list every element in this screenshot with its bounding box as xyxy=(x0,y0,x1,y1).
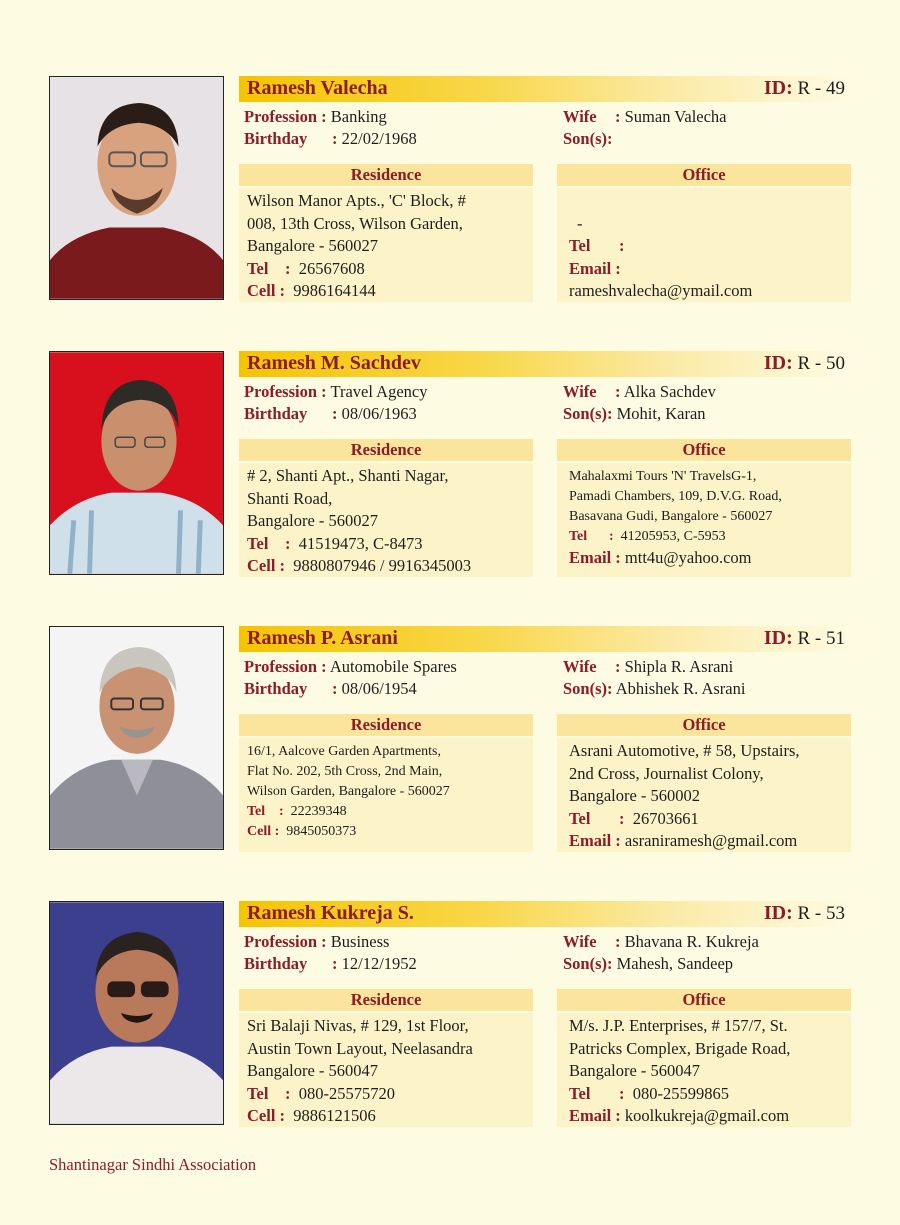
wife-value: Alka Sachdev xyxy=(623,382,716,401)
wife-row xyxy=(563,107,727,127)
office-box xyxy=(557,463,851,577)
email-label: Email : xyxy=(569,831,621,850)
residence-tel xyxy=(247,1083,525,1106)
residence-line: Shanti Road, xyxy=(247,488,333,508)
residence-header: Residence xyxy=(239,164,533,186)
member-photo xyxy=(49,901,224,1125)
residence-line: Sri Balaji Nivas, # 129, 1st Floor, xyxy=(247,1016,469,1035)
wife-sep: : xyxy=(615,657,621,676)
birthday-value: 08/06/1954 xyxy=(341,679,417,698)
office-line: Asrani Automotive, # 58, Upstairs, xyxy=(569,741,800,760)
member-id xyxy=(764,352,845,375)
id-label: ID: xyxy=(763,77,793,99)
birthday-sep: : xyxy=(332,404,338,423)
office-header: Office xyxy=(557,164,851,186)
office-header: Office xyxy=(557,714,851,736)
portrait-image xyxy=(50,627,223,849)
tel-sep: : xyxy=(619,808,625,828)
profession-value: Automobile Spares xyxy=(329,657,457,676)
office-header: Office xyxy=(557,439,851,461)
wife-sep: : xyxy=(615,382,621,401)
email-label: Email : xyxy=(569,548,621,567)
member-info xyxy=(239,626,851,854)
birthday-label: Birthday xyxy=(244,954,308,973)
sons-row xyxy=(563,679,745,699)
office-line xyxy=(569,190,843,213)
sons-row xyxy=(563,404,706,424)
profession-row xyxy=(244,932,389,952)
wife-label: Wife xyxy=(563,657,597,676)
cell-value: 9886121506 xyxy=(293,1106,376,1125)
cell-value: 9986164144 xyxy=(293,281,376,300)
email-value: asraniramesh@gmail.com xyxy=(624,831,798,850)
wife-row xyxy=(563,657,733,677)
wife-value: Shipla R. Asrani xyxy=(624,657,734,676)
tel-label: Tel xyxy=(247,258,269,278)
id-value: R - 50 xyxy=(797,353,845,374)
residence-line: Bangalore - 560027 xyxy=(247,511,379,530)
office-email xyxy=(569,1105,843,1128)
office-tel xyxy=(569,1083,843,1106)
birthday-sep: : xyxy=(332,679,338,698)
tel-sep: : xyxy=(285,1083,291,1103)
office-header: Office xyxy=(557,989,851,1011)
id-value: R - 53 xyxy=(797,903,845,924)
email-label: Email : xyxy=(569,1106,621,1125)
office-line: Bangalore - 560002 xyxy=(569,786,701,805)
birthday-row xyxy=(244,954,417,974)
tel-sep: : xyxy=(285,258,291,278)
sons-value: Abhishek R. Asrani xyxy=(615,679,746,698)
member-card xyxy=(49,626,851,854)
residence-header: Residence xyxy=(239,989,533,1011)
residence-header: Residence xyxy=(239,439,533,461)
wife-label: Wife xyxy=(563,932,597,951)
residence-cell xyxy=(247,822,525,842)
id-label: ID: xyxy=(763,627,793,649)
tel-label: Tel xyxy=(569,529,588,544)
birthday-value: 08/06/1963 xyxy=(341,404,417,423)
residence-cell xyxy=(247,555,525,578)
tel-label: Tel xyxy=(569,808,591,828)
cell-value: 9845050373 xyxy=(286,824,357,839)
tel-value: 41519473, C-8473 xyxy=(298,533,423,553)
residence-line: Flat No. 202, 5th Cross, 2nd Main, xyxy=(247,764,443,779)
profession-label: Profession : xyxy=(244,657,327,676)
office-box xyxy=(557,738,851,852)
id-label: ID: xyxy=(763,352,793,374)
office-email-line: rameshvalecha@ymail.com xyxy=(569,281,753,300)
portrait-image xyxy=(50,77,223,299)
wife-row xyxy=(563,932,759,952)
member-info xyxy=(239,351,851,579)
profession-row xyxy=(244,657,457,677)
cell-value: 9880807946 / 9916345003 xyxy=(293,556,472,575)
residence-cell xyxy=(247,280,525,303)
tel-label: Tel xyxy=(247,804,266,819)
tel-label: Tel xyxy=(569,236,591,255)
residence-tel xyxy=(247,802,525,822)
residence-line: 16/1, Aalcove Garden Apartments, xyxy=(247,744,442,759)
birthday-row xyxy=(244,129,417,149)
sons-label: Son(s): xyxy=(563,129,613,148)
office-tel xyxy=(569,527,843,547)
residence-box xyxy=(239,463,533,577)
birthday-row xyxy=(244,404,417,424)
name-bar xyxy=(239,626,851,652)
wife-value: Suman Valecha xyxy=(624,107,727,126)
residence-tel xyxy=(247,258,525,281)
profession-value: Travel Agency xyxy=(330,382,428,401)
profession-value: Business xyxy=(330,932,390,951)
cell-label: Cell : xyxy=(247,281,286,300)
tel-label: Tel xyxy=(247,533,269,553)
cell-label: Cell : xyxy=(247,824,280,839)
office-line: Pamadi Chambers, 109, D.V.G. Road, xyxy=(569,489,782,504)
profession-label: Profession : xyxy=(244,932,327,951)
profession-value: Banking xyxy=(330,107,387,126)
office-line: Mahalaxmi Tours 'N' TravelsG-1, xyxy=(569,469,757,484)
profession-row xyxy=(244,382,428,402)
residence-line: Bangalore - 560047 xyxy=(247,1061,379,1080)
residence-cell xyxy=(247,1105,525,1128)
office-line: 2nd Cross, Journalist Colony, xyxy=(569,763,764,783)
cell-label: Cell : xyxy=(247,556,286,575)
residence-line: Wilson Garden, Bangalore - 560027 xyxy=(247,784,450,799)
email-label: Email : xyxy=(569,258,621,278)
office-box xyxy=(557,1013,851,1127)
email-value: mtt4u@yahoo.com xyxy=(624,548,752,567)
member-card xyxy=(49,901,851,1129)
tel-value: 26703661 xyxy=(632,808,699,828)
profession-label: Profession : xyxy=(244,382,327,401)
residence-line: Wilson Manor Apts., 'C' Block, # xyxy=(247,191,466,210)
tel-value: 22239348 xyxy=(290,804,347,819)
tel-sep: : xyxy=(279,804,284,819)
email-value: koolkukreja@gmail.com xyxy=(624,1106,790,1125)
name-bar xyxy=(239,76,851,102)
member-name: Ramesh Valecha xyxy=(247,77,388,99)
wife-value: Bhavana R. Kukreja xyxy=(624,932,759,951)
residence-line: # 2, Shanti Apt., Shanti Nagar, xyxy=(247,466,449,485)
birthday-sep: : xyxy=(332,954,338,973)
member-id xyxy=(764,77,845,100)
id-label: ID: xyxy=(763,902,793,924)
portrait-image xyxy=(50,902,223,1124)
residence-box xyxy=(239,1013,533,1127)
office-box xyxy=(557,188,851,302)
office-email xyxy=(569,547,843,569)
member-info xyxy=(239,901,851,1129)
wife-row xyxy=(563,382,716,402)
sons-label: Son(s): xyxy=(563,954,613,973)
member-photo xyxy=(49,76,224,300)
tel-sep: : xyxy=(285,533,291,553)
sons-value: Mohit, Karan xyxy=(616,404,706,423)
office-line: Basavana Gudi, Bangalore - 560027 xyxy=(569,509,773,524)
member-id xyxy=(764,902,845,925)
member-info xyxy=(239,76,851,304)
tel-sep: : xyxy=(609,529,614,544)
residence-line: Austin Town Layout, Neelasandra xyxy=(247,1038,473,1058)
sons-value: Mahesh, Sandeep xyxy=(616,954,734,973)
member-name: Ramesh Kukreja S. xyxy=(247,902,414,924)
office-tel xyxy=(569,808,843,831)
wife-sep: : xyxy=(615,107,621,126)
residence-tel xyxy=(247,533,525,556)
tel-value: 080-25575720 xyxy=(298,1083,395,1103)
residence-line: 008, 13th Cross, Wilson Garden, xyxy=(247,213,463,233)
member-card xyxy=(49,76,851,304)
profession-label: Profession : xyxy=(244,107,327,126)
member-card xyxy=(49,351,851,579)
sons-row xyxy=(563,129,613,149)
footer-association-name: Shantinagar Sindhi Association xyxy=(49,1155,257,1174)
residence-line: Bangalore - 560027 xyxy=(247,236,379,255)
wife-label: Wife xyxy=(563,382,597,401)
cell-label: Cell : xyxy=(247,1106,286,1125)
office-line: M/s. J.P. Enterprises, # 157/7, St. xyxy=(569,1016,788,1035)
birthday-label: Birthday xyxy=(244,679,308,698)
sons-row xyxy=(563,954,733,974)
residence-box xyxy=(239,188,533,302)
office-line: Bangalore - 560047 xyxy=(569,1061,701,1080)
member-photo xyxy=(49,351,224,575)
office-tel xyxy=(569,235,843,258)
birthday-label: Birthday xyxy=(244,129,308,148)
member-id xyxy=(764,627,845,650)
name-bar xyxy=(239,351,851,377)
wife-sep: : xyxy=(615,932,621,951)
birthday-sep: : xyxy=(332,129,338,148)
tel-value: 080-25599865 xyxy=(632,1083,729,1103)
tel-value: 41205953, C-5953 xyxy=(620,529,726,544)
id-value: R - 49 xyxy=(797,78,845,99)
office-email xyxy=(569,830,843,853)
name-bar xyxy=(239,901,851,927)
birthday-label: Birthday xyxy=(244,404,308,423)
portrait-image xyxy=(50,352,223,574)
sons-label: Son(s): xyxy=(563,404,613,423)
tel-value: 26567608 xyxy=(298,258,365,278)
sons-label: Son(s): xyxy=(563,679,613,698)
member-name: Ramesh M. Sachdev xyxy=(247,352,421,374)
member-photo xyxy=(49,626,224,850)
birthday-value: 12/12/1952 xyxy=(341,954,417,973)
id-value: R - 51 xyxy=(797,628,845,649)
birthday-row xyxy=(244,679,417,699)
profession-row xyxy=(244,107,387,127)
residence-box xyxy=(239,738,533,852)
tel-label: Tel xyxy=(247,1083,269,1103)
office-line: - xyxy=(577,213,583,233)
tel-sep: : xyxy=(619,1083,625,1103)
office-email xyxy=(569,258,843,281)
birthday-value: 22/02/1968 xyxy=(341,129,417,148)
office-line: Patricks Complex, Brigade Road, xyxy=(569,1038,791,1058)
wife-label: Wife xyxy=(563,107,597,126)
residence-header: Residence xyxy=(239,714,533,736)
tel-label: Tel xyxy=(569,1083,591,1103)
member-name: Ramesh P. Asrani xyxy=(247,627,398,649)
tel-sep: : xyxy=(619,236,625,255)
